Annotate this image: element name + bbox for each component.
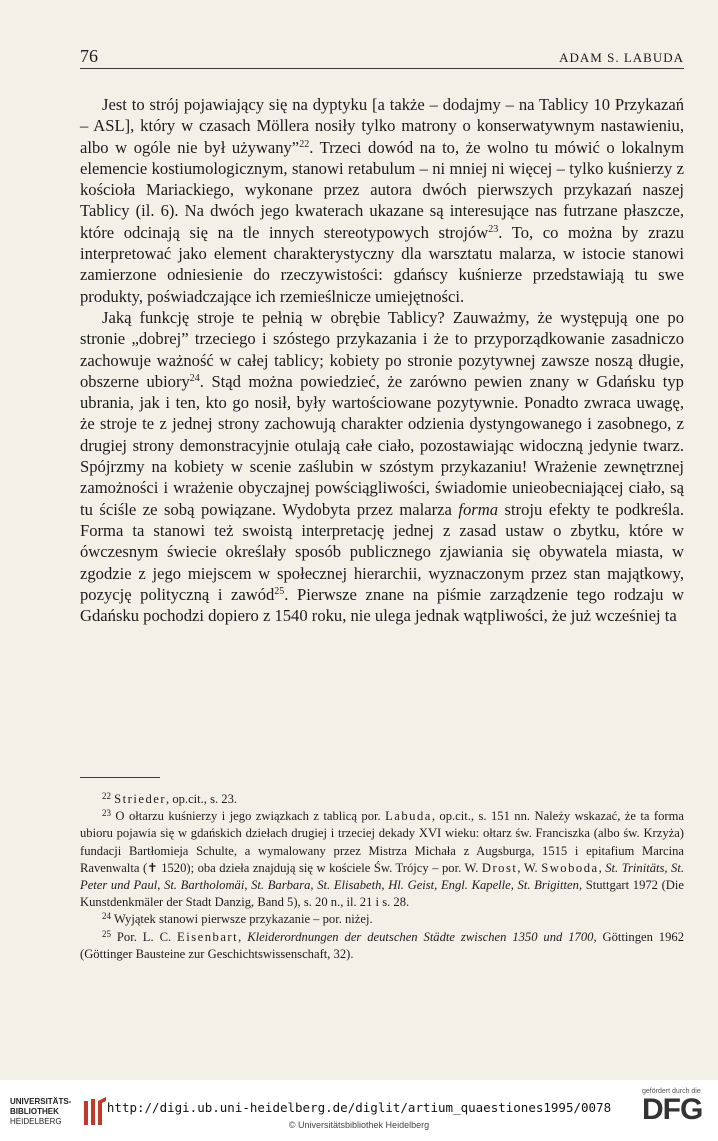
text-run: , op.cit., s. 151 nn. Należy wskazać, że ta forma ubioru pojawia się w gdańskich dziełach drugiej i trzeciej dekady XVI wieku: ołtarz św. Franciszka (albo św. Krzyża) fundacji Bartłomieja Schulte, a wymalowany przez Mistrza Michała z Augsburga, 1515 i epitafium Marcina Ravenwalta (✝ 1520); oba dzieła znajdują się w kościele Św. Trójcy – por. W.	[80, 809, 685, 875]
footnote-ref: 24	[102, 911, 111, 922]
dfg-wordmark: DFG	[642, 1093, 703, 1126]
footnote	[80, 911, 684, 928]
paragraph	[80, 307, 684, 626]
author-name: Labuda	[385, 809, 432, 824]
text-run: , Göttingen 1962 (Göttinger Bausteine zur Geschichtswissenschaft, 32).	[80, 929, 684, 961]
footnote-ref: 22	[102, 791, 111, 801]
main-text	[80, 94, 684, 626]
page-number: 76	[80, 46, 98, 66]
logo-line-2: BIBLIOTHEK	[10, 1107, 59, 1116]
italic-text: forma	[458, 499, 499, 519]
running-head: ADAM S. LABUDA	[559, 50, 684, 65]
footnote-ref: 22	[299, 138, 310, 150]
text-run: stroju efekty te podkreśla. Forma ta stanowi też swoistą interpretację jednej z zasad ustaw o zbytku, które w ówczesnym świecie określały sposób publicznego zjawiania się obywatela miasta, w zgodzie z jego miejscem w społecznej hierarchii, wyznaczonym przez stan majątkowy, pozycję polityczną i zawód	[80, 499, 684, 604]
viewer-footer	[0, 1080, 718, 1141]
text-run: Jest to strój pojawiający się na dyptyku [a także – dodajmy – na Tablicy 10 Przykazań – ASL], który w czasach Möllera nosiły tylko matrony o konserwatywnym nastawieniu, albo w ogóle nie był używany”	[80, 95, 684, 157]
text-run: Wyjątek stanowi pierwsze przykazanie – por. niżej.	[111, 912, 373, 927]
author-name: Swoboda	[541, 860, 599, 875]
text-run: . Trzeci dowód na to, że wolno tu mówić o lokalnym elemencie kostiumologicznym, stanowi retabulum – ni mniej ni więcej – tylko kuśnierzy z kościoła Mariackiego, wykonane przez autora dwóch pierwszych przykazań naszej Tablicy (il. 6). Na dwóch jego kwaterach ukazane są interesujące nas futrzane płaszcze, które odcinają się na tle innych stereotypowych strojów	[80, 137, 684, 242]
footnote-ref: 24	[189, 372, 200, 384]
footnote-separator	[80, 777, 160, 778]
italic-text: Kleiderordnungen der deutschen Städte zwischen 1350 und 1700	[247, 929, 594, 944]
text-run: ,	[598, 860, 606, 875]
text-run: , Stuttgart 1972 (Die Kunstdenkmäler der Stadt Danzig, Band 5), s. 20 n., il. 21 i s. 28.	[80, 878, 684, 910]
logo-line-3: HEIDELBERG	[10, 1117, 62, 1126]
footnote	[80, 791, 684, 808]
italic-text: St. Trinitäts, St. Peter und Paul, St. Bartholomäi, St. Barbara, St. Elisabeth, Hl. Geist, Engl. Kapelle, St. Brigitten	[80, 860, 684, 893]
text-run: . Stąd można powiedzieć, że zarówno pewien znany w Gdańsku typ ubrania, jak i ten, kto go nosił, były wartościowane pozytywnie. Ponadto zwraca uwagę, że stroje te z jednej strony zachowują charakter odzienia dystyngowanego i zasobnego, z drugiej strony demonstracyjnie otulają całe ciało, pozostawiając widoczną jedynie twarz. Spójrzmy na kobiety w scenie zaślubin w szóstym przykazaniu! Wrażenie zewnętrznej zamożności i wrażenie obyczajnej powściągliwości, świadomie unieobecniającej ciało, są tu ściśle ze sobą powiązane. Wydobyta przez malarza	[80, 371, 684, 519]
footnotes	[80, 791, 684, 963]
permalink-url[interactable]: http://digi.ub.uni-heidelberg.de/diglit/artium_quaestiones1995/0078	[106, 1100, 612, 1115]
footnote	[80, 808, 684, 911]
text-run: , op.cit., s. 23.	[166, 792, 238, 806]
footnote-ref: 23	[488, 223, 499, 235]
page-header	[80, 46, 684, 69]
footnote	[80, 929, 684, 963]
author-name: Strieder	[114, 792, 167, 806]
text-run: ,	[238, 929, 248, 944]
author-name: Drost	[481, 860, 518, 875]
text-run: . To, co można by zrazu interpretować jako element charakterystyczny dla warsztatu malarza, w istocie stanowi zamierzone odniesienie do rzeczywistości: gdańscy kuśnierze przedstawiają tu swe produkty, poświadczające ich rzemieślnicze umiejętności.	[80, 222, 684, 306]
dfg-logo[interactable]	[642, 1088, 706, 1125]
footnote-ref: 25	[102, 928, 111, 939]
logo-line-1: UNIVERSITÄTS-	[10, 1097, 72, 1106]
author-name: Eisenbart	[177, 929, 239, 944]
text-run: O ołtarzu kuśnierzy i jego związkach z tablicą por.	[111, 809, 386, 824]
footnote-ref: 23	[102, 808, 111, 819]
copyright-notice: © Universitätsbibliothek Heidelberg	[288, 1120, 430, 1130]
dfg-tagline: gefördert durch die	[642, 1088, 701, 1095]
text-run: Jaką funkcję stroje te pełnią w obrębie Tablicy? Zauważmy, że występują one po stronie „dobrej” trzeciego i szóstego przykazania i że to przyporządkowanie zasadniczo zachowuje ważność w całej tablicy; kobiety po stronie pozytywnej zawsze noszą długie, obszerne ubiory	[80, 307, 684, 391]
text-run: Por. L. C.	[111, 929, 178, 944]
text-run: , W.	[517, 860, 542, 875]
text-run: . Pierwsze znane na piśmie zarządzenie tego rodzaju w Gdańsku pochodzi dopiero z 1540 roku, nie ulega jednak wątpliwości, że już wcześniej ta	[80, 584, 684, 626]
paragraph	[80, 94, 684, 307]
footnote-ref: 25	[274, 585, 285, 597]
